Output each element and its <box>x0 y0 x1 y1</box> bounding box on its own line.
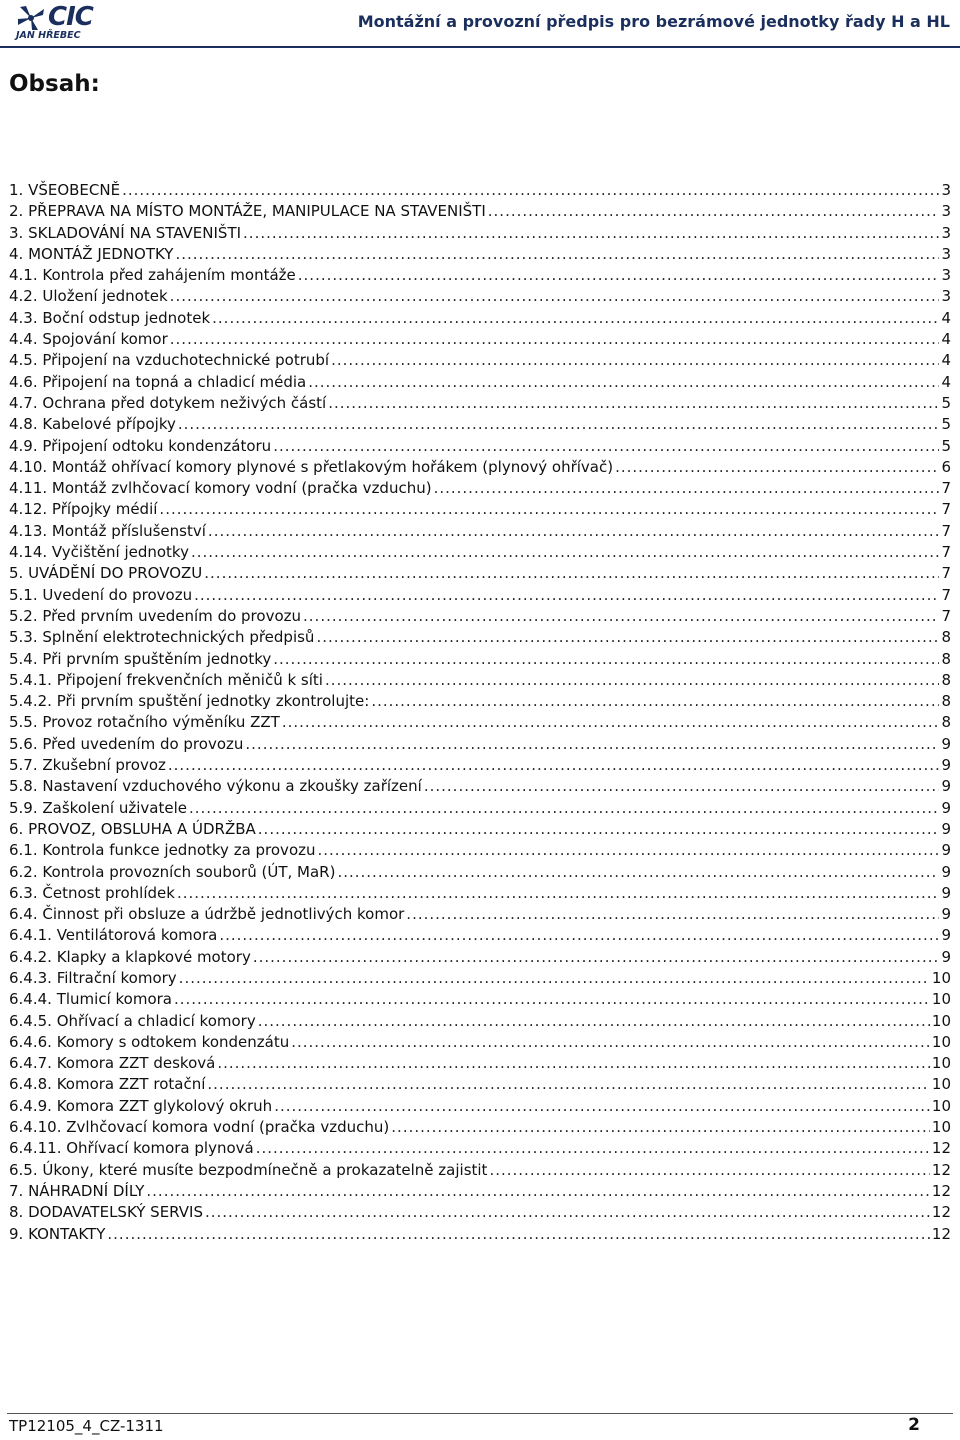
toc-entry-page: 10 <box>931 1075 951 1094</box>
toc-entry-page: 12 <box>931 1224 951 1243</box>
toc-entry-label: 6.4.10. Zvlhčovací komora vodní (pračka vzduchu) <box>9 1118 390 1137</box>
toc-entry[interactable] <box>9 1053 951 1074</box>
toc-entry-label: 5.5. Provoz rotačního výměníku ZZT <box>9 713 280 732</box>
footer-divider <box>7 1413 953 1414</box>
document-title: Montážní a provozní předpis pro bezrámové jednotky řady H a HL <box>357 12 950 31</box>
toc-entry[interactable] <box>9 542 951 563</box>
toc-entry-page: 4 <box>941 351 951 370</box>
toc-entry[interactable] <box>9 606 951 627</box>
toc-heading: Obsah: <box>9 71 100 97</box>
toc-entry-page: 3 <box>941 244 951 263</box>
toc-entry[interactable] <box>9 691 951 712</box>
toc-entry-page: 7 <box>941 521 951 540</box>
toc-entry-label: 5.9. Zaškolení uživatele <box>9 798 187 817</box>
toc-entry-label: 6.3. Četnost prohlídek <box>9 883 175 902</box>
toc-entry-page: 9 <box>941 862 951 881</box>
toc-entry-page: 10 <box>931 990 951 1009</box>
toc-dot-leader <box>170 286 940 307</box>
toc-entry[interactable] <box>9 776 951 797</box>
toc-dot-leader <box>328 393 939 414</box>
toc-entry[interactable] <box>9 840 951 861</box>
toc-dot-leader <box>391 1117 930 1138</box>
toc-entry-page: 5 <box>941 436 951 455</box>
toc-entry[interactable] <box>9 904 951 925</box>
toc-dot-leader <box>146 1181 930 1202</box>
toc-entry-label: 9. KONTAKTY <box>9 1224 106 1243</box>
toc-entry[interactable] <box>9 1032 951 1053</box>
toc-entry-page: 10 <box>931 1118 951 1137</box>
page-header <box>0 0 960 46</box>
toc-entry-label: 6. PROVOZ, OBSLUHA A ÚDRŽBA <box>9 819 256 838</box>
toc-entry[interactable] <box>9 968 951 989</box>
toc-entry-page: 12 <box>931 1181 951 1200</box>
toc-entry-label: 6.4.2. Klapky a klapkové motory <box>9 947 251 966</box>
toc-entry-page: 9 <box>941 798 951 817</box>
toc-entry[interactable] <box>9 649 951 670</box>
toc-entry-page: 8 <box>941 649 951 668</box>
toc-entry-page: 3 <box>941 202 951 221</box>
toc-dot-leader <box>337 862 939 883</box>
toc-entry-label: 6.4.5. Ohřívací a chladicí komory <box>9 1011 256 1030</box>
toc-entry-label: 4.11. Montáž zvlhčovací komory vodní (pračka vzduchu) <box>9 479 432 498</box>
toc-entry[interactable] <box>9 1160 951 1181</box>
toc-entry[interactable] <box>9 883 951 904</box>
toc-entry-page: 10 <box>931 1054 951 1073</box>
toc-entry-label: 4.6. Připojení na topná a chladicí média <box>9 372 307 391</box>
toc-entry[interactable] <box>9 1117 951 1138</box>
toc-dot-leader <box>245 734 939 755</box>
toc-entry[interactable] <box>9 670 951 691</box>
toc-dot-leader <box>217 1053 930 1074</box>
toc-dot-leader <box>174 989 930 1010</box>
toc-entry[interactable] <box>9 1074 951 1095</box>
toc-entry-page: 8 <box>941 713 951 732</box>
toc-entry-page: 5 <box>941 415 951 434</box>
toc-entry[interactable] <box>9 862 951 883</box>
toc-entry-label: 6.1. Kontrola funkce jednotky za provozu <box>9 841 316 860</box>
toc-dot-leader <box>179 968 930 989</box>
toc-dot-leader <box>189 798 939 819</box>
table-of-contents <box>9 180 951 1245</box>
toc-entry[interactable] <box>9 734 951 755</box>
toc-dot-leader <box>243 223 939 244</box>
toc-entry[interactable] <box>9 563 951 584</box>
toc-entry-page: 7 <box>941 500 951 519</box>
toc-entry[interactable] <box>9 1096 951 1117</box>
toc-entry[interactable] <box>9 1011 951 1032</box>
toc-entry-label: 6.4.7. Komora ZZT desková <box>9 1054 216 1073</box>
toc-entry-page: 9 <box>941 947 951 966</box>
toc-entry-label: 5.7. Zkušební provoz <box>9 756 166 775</box>
toc-entry-page: 12 <box>931 1203 951 1222</box>
toc-entry[interactable] <box>9 1138 951 1159</box>
toc-entry[interactable] <box>9 947 951 968</box>
fan-logo-icon <box>16 5 46 31</box>
toc-entry-label: 7. NÁHRADNÍ DÍLY <box>9 1181 145 1200</box>
toc-entry-label: 4.7. Ochrana před dotykem neživých částí <box>9 393 327 412</box>
toc-dot-leader <box>282 712 940 733</box>
toc-dot-leader <box>194 585 939 606</box>
toc-entry[interactable] <box>9 499 951 520</box>
toc-entry-page: 4 <box>941 330 951 349</box>
toc-dot-leader <box>291 1032 930 1053</box>
toc-entry-label: 5. UVÁDĚNÍ DO PROVOZU <box>9 564 203 583</box>
toc-entry-page: 10 <box>931 1096 951 1115</box>
toc-dot-leader <box>371 691 939 712</box>
toc-entry-label: 6.4.11. Ohřívací komora plynová <box>9 1139 254 1158</box>
toc-entry-label: 5.3. Splnění elektrotechnických předpisů <box>9 628 315 647</box>
toc-entry-label: 6.4.9. Komora ZZT glykolový okruh <box>9 1096 273 1115</box>
toc-entry-page: 7 <box>941 543 951 562</box>
toc-dot-leader <box>298 265 940 286</box>
logo-wordmark: CIC <box>48 2 93 32</box>
toc-entry-label: 5.1. Uvedení do provozu <box>9 585 193 604</box>
toc-entry-page: 9 <box>941 734 951 753</box>
toc-dot-leader <box>489 1160 929 1181</box>
toc-entry-label: 6.4.3. Filtrační komory <box>9 968 177 987</box>
toc-dot-leader <box>273 649 939 670</box>
toc-entry-label: 4. MONTÁŽ JEDNOTKY <box>9 244 174 263</box>
toc-entry-label: 4.13. Montáž příslušenství <box>9 521 206 540</box>
toc-entry-label: 1. VŠEOBECNĚ <box>9 181 121 199</box>
toc-entry[interactable] <box>9 329 951 350</box>
toc-entry-label: 5.6. Před uvedením do provozu <box>9 734 244 753</box>
toc-entry-label: 3. SKLADOVÁNÍ NA STAVENIŠTI <box>9 223 242 242</box>
toc-entry[interactable] <box>9 414 951 435</box>
toc-entry-page: 9 <box>941 819 951 838</box>
toc-dot-leader <box>175 244 939 265</box>
toc-entry-page: 12 <box>931 1160 951 1179</box>
toc-entry[interactable] <box>9 265 951 286</box>
toc-dot-leader <box>207 1074 930 1095</box>
toc-dot-leader <box>318 840 940 861</box>
toc-entry-label: 6.4.8. Komora ZZT rotační <box>9 1075 206 1094</box>
toc-dot-leader <box>191 542 939 563</box>
toc-dot-leader <box>170 329 940 350</box>
toc-entry-page: 3 <box>941 266 951 285</box>
toc-entry-page: 10 <box>931 968 951 987</box>
toc-entry-page: 10 <box>931 1011 951 1030</box>
toc-entry-page: 9 <box>941 777 951 796</box>
toc-entry-page: 12 <box>931 1139 951 1158</box>
toc-entry-page: 3 <box>941 181 951 199</box>
toc-entry[interactable] <box>9 223 951 244</box>
toc-entry-label: 8. DODAVATELSKÝ SERVIS <box>9 1203 203 1222</box>
toc-entry-page: 9 <box>941 841 951 860</box>
toc-dot-leader <box>219 925 939 946</box>
toc-entry-label: 5.4.1. Připojení frekvenčních měničů k síti <box>9 670 323 689</box>
toc-entry-label: 4.5. Připojení na vzduchotechnické potrubí <box>9 351 330 370</box>
document-code: TP12105_4_CZ-1311 <box>9 1417 164 1435</box>
toc-dot-leader <box>107 1224 930 1245</box>
toc-entry-page: 7 <box>941 585 951 604</box>
toc-entry[interactable] <box>9 201 951 222</box>
toc-entry[interactable] <box>9 798 951 819</box>
toc-entry-page: 7 <box>941 606 951 625</box>
toc-dot-leader <box>122 180 939 201</box>
toc-entry-label: 2. PŘEPRAVA NA MÍSTO MONTÁŽE, MANIPULACE NA STAVENIŠTI <box>9 202 486 221</box>
toc-entry-page: 3 <box>941 287 951 306</box>
toc-entry[interactable] <box>9 755 951 776</box>
toc-dot-leader <box>168 755 940 776</box>
toc-entry[interactable] <box>9 244 951 265</box>
toc-entry-label: 6.2. Kontrola provozních souborů (ÚT, MaR) <box>9 862 336 881</box>
toc-entry[interactable] <box>9 180 951 201</box>
toc-entry-label: 6.4.1. Ventilátorová komora <box>9 926 218 945</box>
toc-dot-leader <box>273 436 939 457</box>
toc-entry[interactable] <box>9 350 951 371</box>
toc-entry[interactable] <box>9 1202 951 1223</box>
toc-entry-page: 9 <box>941 756 951 775</box>
toc-entry-page: 7 <box>941 479 951 498</box>
logo-subtext: JAN HŘEBEC <box>16 30 81 41</box>
toc-entry[interactable] <box>9 372 951 393</box>
toc-entry-label: 6.5. Úkony, které musíte bezpodmínečně a prokazatelně zajistit <box>9 1160 488 1179</box>
toc-entry-page: 8 <box>941 628 951 647</box>
header-divider <box>0 46 960 48</box>
toc-entry[interactable] <box>9 478 951 499</box>
toc-entry-page: 10 <box>931 1032 951 1051</box>
toc-entry-page: 9 <box>941 926 951 945</box>
toc-entry[interactable] <box>9 308 951 329</box>
toc-entry-label: 4.3. Boční odstup jednotek <box>9 308 211 327</box>
toc-entry[interactable] <box>9 925 951 946</box>
toc-dot-leader <box>258 819 940 840</box>
toc-entry-page: 9 <box>941 883 951 902</box>
toc-entry-page: 9 <box>941 905 951 924</box>
toc-entry-label: 5.8. Nastavení vzduchového výkonu a zkoušky zařízení <box>9 777 422 796</box>
page-number: 2 <box>908 1415 920 1435</box>
toc-entry-label: 4.10. Montáž ohřívací komory plynové s přetlakovým hořákem (plynový ohřívač) <box>9 457 614 476</box>
toc-entry-label: 4.4. Spojování komor <box>9 330 168 349</box>
toc-dot-leader <box>256 1138 930 1159</box>
toc-entry[interactable] <box>9 436 951 457</box>
toc-entry[interactable] <box>9 819 951 840</box>
toc-entry-label: 5.2. Před prvním uvedením do provozu <box>9 606 302 625</box>
toc-entry[interactable] <box>9 286 951 307</box>
toc-entry-label: 4.2. Uložení jednotek <box>9 287 168 306</box>
toc-dot-leader <box>303 606 939 627</box>
toc-dot-leader <box>308 372 939 393</box>
toc-entry-label: 6.4.6. Komory s odtokem kondenzátu <box>9 1032 290 1051</box>
toc-entry[interactable] <box>9 393 951 414</box>
toc-dot-leader <box>212 308 939 329</box>
toc-dot-leader <box>204 563 939 584</box>
toc-entry-label: 4.9. Připojení odtoku kondenzátoru <box>9 436 272 455</box>
toc-entry-label: 6.4.4. Tlumicí komora <box>9 990 172 1009</box>
toc-dot-leader <box>258 1011 930 1032</box>
company-logo <box>14 4 104 44</box>
toc-entry-label: 5.4.2. Při prvním spuštění jednotky zkontrolujte: <box>9 692 370 711</box>
toc-dot-leader <box>406 904 939 925</box>
toc-entry-label: 4.14. Vyčištění jednotky <box>9 543 189 562</box>
toc-entry[interactable] <box>9 1224 951 1245</box>
toc-entry-page: 5 <box>941 393 951 412</box>
toc-entry-page: 8 <box>941 692 951 711</box>
toc-entry-page: 4 <box>941 308 951 327</box>
toc-dot-leader <box>316 627 939 648</box>
toc-entry-page: 4 <box>941 372 951 391</box>
toc-entry[interactable] <box>9 989 951 1010</box>
toc-dot-leader <box>205 1202 930 1223</box>
toc-dot-leader <box>424 776 940 797</box>
toc-entry[interactable] <box>9 1181 951 1202</box>
toc-dot-leader <box>159 499 939 520</box>
toc-dot-leader <box>488 201 940 222</box>
toc-entry-page: 8 <box>941 670 951 689</box>
toc-dot-leader <box>325 670 939 691</box>
toc-entry[interactable] <box>9 521 951 542</box>
toc-entry-page: 3 <box>941 223 951 242</box>
toc-dot-leader <box>434 478 940 499</box>
toc-entry[interactable] <box>9 627 951 648</box>
toc-entry-page: 6 <box>941 457 951 476</box>
toc-entry-label: 4.12. Přípojky médií <box>9 500 158 519</box>
toc-dot-leader <box>208 521 940 542</box>
toc-entry-page: 7 <box>941 564 951 583</box>
toc-entry[interactable] <box>9 457 951 478</box>
toc-dot-leader <box>253 947 940 968</box>
toc-entry[interactable] <box>9 712 951 733</box>
toc-dot-leader <box>615 457 939 478</box>
toc-entry-label: 6.4. Činnost při obsluze a údržbě jednotlivých komor <box>9 905 405 924</box>
toc-dot-leader <box>331 350 939 371</box>
toc-dot-leader <box>177 883 940 904</box>
toc-entry-label: 4.8. Kabelové přípojky <box>9 415 176 434</box>
toc-entry-label: 4.1. Kontrola před zahájením montáže <box>9 266 296 285</box>
toc-dot-leader <box>178 414 940 435</box>
toc-entry[interactable] <box>9 585 951 606</box>
toc-entry-label: 5.4. Při prvním spuštěním jednotky <box>9 649 272 668</box>
toc-dot-leader <box>274 1096 930 1117</box>
